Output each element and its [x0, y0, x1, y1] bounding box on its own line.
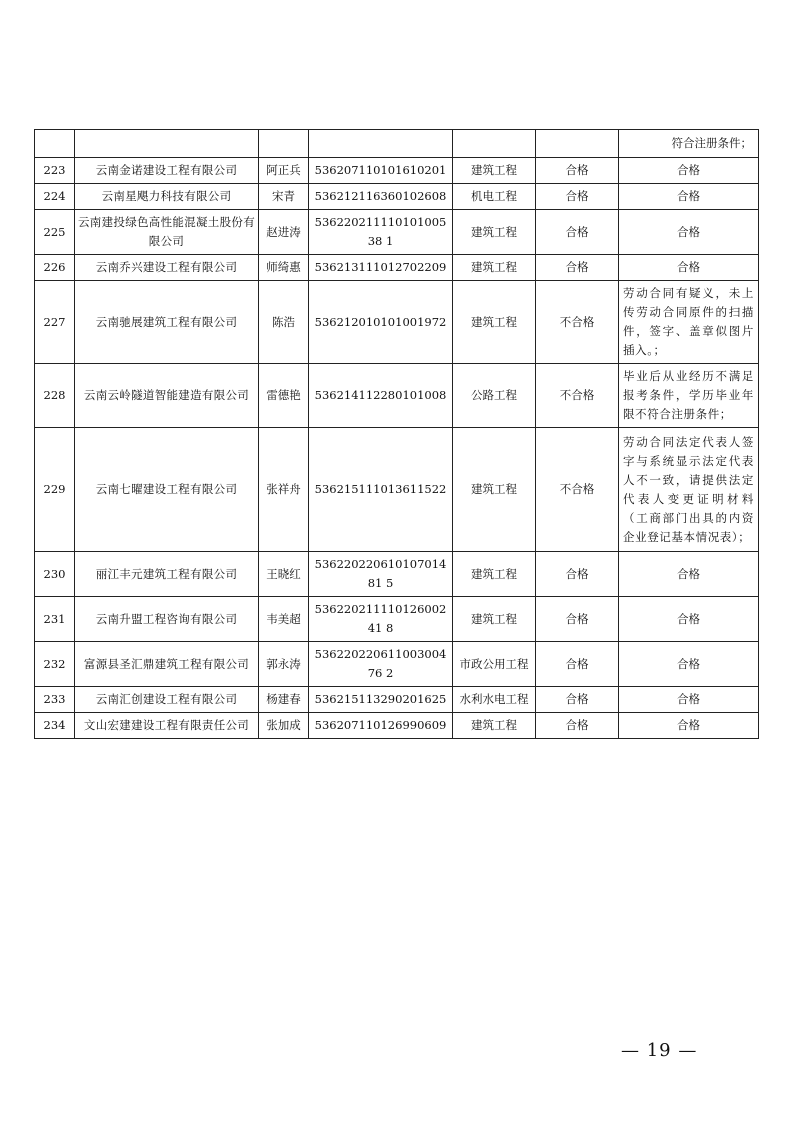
row-number-cell: 231 [35, 597, 75, 642]
person-name-cell: 师绮惠 [259, 255, 309, 281]
person-name-cell: 张祥舟 [259, 428, 309, 552]
person-name-cell: 陈浩 [259, 281, 309, 364]
company-cell: 丽江丰元建筑工程有限公司 [75, 552, 259, 597]
page-number: — 19 — [621, 1040, 698, 1061]
note-cell: 合格 [619, 713, 759, 739]
result-cell: 不合格 [536, 281, 619, 364]
company-cell: 云南云岭隧道智能建造有限公司 [75, 364, 259, 428]
result-cell: 合格 [536, 687, 619, 713]
company-cell: 云南驰展建筑工程有限公司 [75, 281, 259, 364]
note-cell: 合格 [619, 552, 759, 597]
note-cell: 符合注册条件； [619, 130, 759, 158]
table-row [35, 687, 759, 713]
company-cell: 云南七曜建设工程有限公司 [75, 428, 259, 552]
company-cell: 文山宏建建设工程有限责任公司 [75, 713, 259, 739]
row-number-cell: 227 [35, 281, 75, 364]
specialty-cell: 水利水电工程 [453, 687, 536, 713]
person-name-cell: 阿正兵 [259, 158, 309, 184]
registration-id-cell: 536207110101610201 [309, 158, 453, 184]
specialty-cell: 公路工程 [453, 364, 536, 428]
note-cell: 合格 [619, 184, 759, 210]
result-cell: 合格 [536, 158, 619, 184]
registration-id-cell: 536213111012702209 [309, 255, 453, 281]
qualification-table-container [34, 129, 758, 739]
result-cell: 合格 [536, 552, 619, 597]
note-cell: 合格 [619, 210, 759, 255]
registration-id-cell: 53622021111012600241 8 [309, 597, 453, 642]
registration-id-cell: 53622022061100300476 2 [309, 642, 453, 687]
person-name-cell: 宋青 [259, 184, 309, 210]
note-cell: 毕业后从业经历不满足报考条件，学历毕业年限不符合注册条件； [619, 364, 759, 428]
specialty-cell: 市政公用工程 [453, 642, 536, 687]
company-cell: 富源县圣汇鼎建筑工程有限公司 [75, 642, 259, 687]
row-number-cell: 224 [35, 184, 75, 210]
table-row [35, 552, 759, 597]
specialty-cell: 建筑工程 [453, 552, 536, 597]
specialty-cell: 机电工程 [453, 184, 536, 210]
table-row-continued [35, 130, 759, 158]
row-number-cell: 232 [35, 642, 75, 687]
table-row [35, 713, 759, 739]
note-cell: 劳动合同法定代表人签字与系统显示法定代表人不一致，请提供法定代表人变更证明材料（工商部门出具的内资企业登记基本情况表）； [619, 428, 759, 552]
row-number-cell: 230 [35, 552, 75, 597]
person-name-cell: 韦美超 [259, 597, 309, 642]
specialty-cell: 建筑工程 [453, 255, 536, 281]
table-body [35, 130, 759, 739]
result-cell: 不合格 [536, 428, 619, 552]
table-row [35, 158, 759, 184]
note-cell: 劳动合同有疑义，未上传劳动合同原件的扫描件，签字、盖章似图片插入。； [619, 281, 759, 364]
company-cell: 云南星飓力科技有限公司 [75, 184, 259, 210]
note-cell: 合格 [619, 642, 759, 687]
specialty-cell: 建筑工程 [453, 597, 536, 642]
registration-id-cell: 536214112280101008 [309, 364, 453, 428]
person-name-cell: 郭永涛 [259, 642, 309, 687]
row-number-cell: 226 [35, 255, 75, 281]
company-cell: 云南建投绿色高性能混凝土股份有限公司 [75, 210, 259, 255]
row-number-cell: 233 [35, 687, 75, 713]
row-number-cell: 228 [35, 364, 75, 428]
company-cell: 云南乔兴建设工程有限公司 [75, 255, 259, 281]
person-name-cell: 杨建春 [259, 687, 309, 713]
qualification-review-table [34, 129, 759, 739]
registration-id-cell: 536215113290201625 [309, 687, 453, 713]
row-number-cell: 223 [35, 158, 75, 184]
result-cell: 合格 [536, 184, 619, 210]
result-cell: 合格 [536, 210, 619, 255]
registration-id-cell: 53622022061010701481 5 [309, 552, 453, 597]
person-name-cell: 张加成 [259, 713, 309, 739]
specialty-cell: 建筑工程 [453, 713, 536, 739]
table-row [35, 281, 759, 364]
result-cell: 合格 [536, 597, 619, 642]
result-cell: 合格 [536, 713, 619, 739]
row-number-cell: 225 [35, 210, 75, 255]
specialty-cell: 建筑工程 [453, 428, 536, 552]
table-row [35, 364, 759, 428]
table-row [35, 255, 759, 281]
company-cell: 云南汇创建设工程有限公司 [75, 687, 259, 713]
table-row [35, 210, 759, 255]
row-number-cell: 234 [35, 713, 75, 739]
table-row [35, 428, 759, 552]
company-cell: 云南升盟工程咨询有限公司 [75, 597, 259, 642]
table-row [35, 597, 759, 642]
registration-id-cell: 536212116360102608 [309, 184, 453, 210]
registration-id-cell: 536212010101001972 [309, 281, 453, 364]
specialty-cell: 建筑工程 [453, 210, 536, 255]
person-name-cell: 王晓红 [259, 552, 309, 597]
result-cell: 合格 [536, 255, 619, 281]
registration-id-cell: 536215111013611522 [309, 428, 453, 552]
table-row [35, 642, 759, 687]
table-row [35, 184, 759, 210]
person-name-cell: 赵进涛 [259, 210, 309, 255]
result-cell: 不合格 [536, 364, 619, 428]
note-cell: 合格 [619, 687, 759, 713]
registration-id-cell: 53622021111010100538 1 [309, 210, 453, 255]
registration-id-cell: 536207110126990609 [309, 713, 453, 739]
note-cell: 合格 [619, 158, 759, 184]
row-number-cell: 229 [35, 428, 75, 552]
note-cell: 合格 [619, 255, 759, 281]
specialty-cell: 建筑工程 [453, 281, 536, 364]
person-name-cell: 雷德艳 [259, 364, 309, 428]
result-cell: 合格 [536, 642, 619, 687]
note-cell: 合格 [619, 597, 759, 642]
specialty-cell: 建筑工程 [453, 158, 536, 184]
company-cell: 云南金诺建设工程有限公司 [75, 158, 259, 184]
